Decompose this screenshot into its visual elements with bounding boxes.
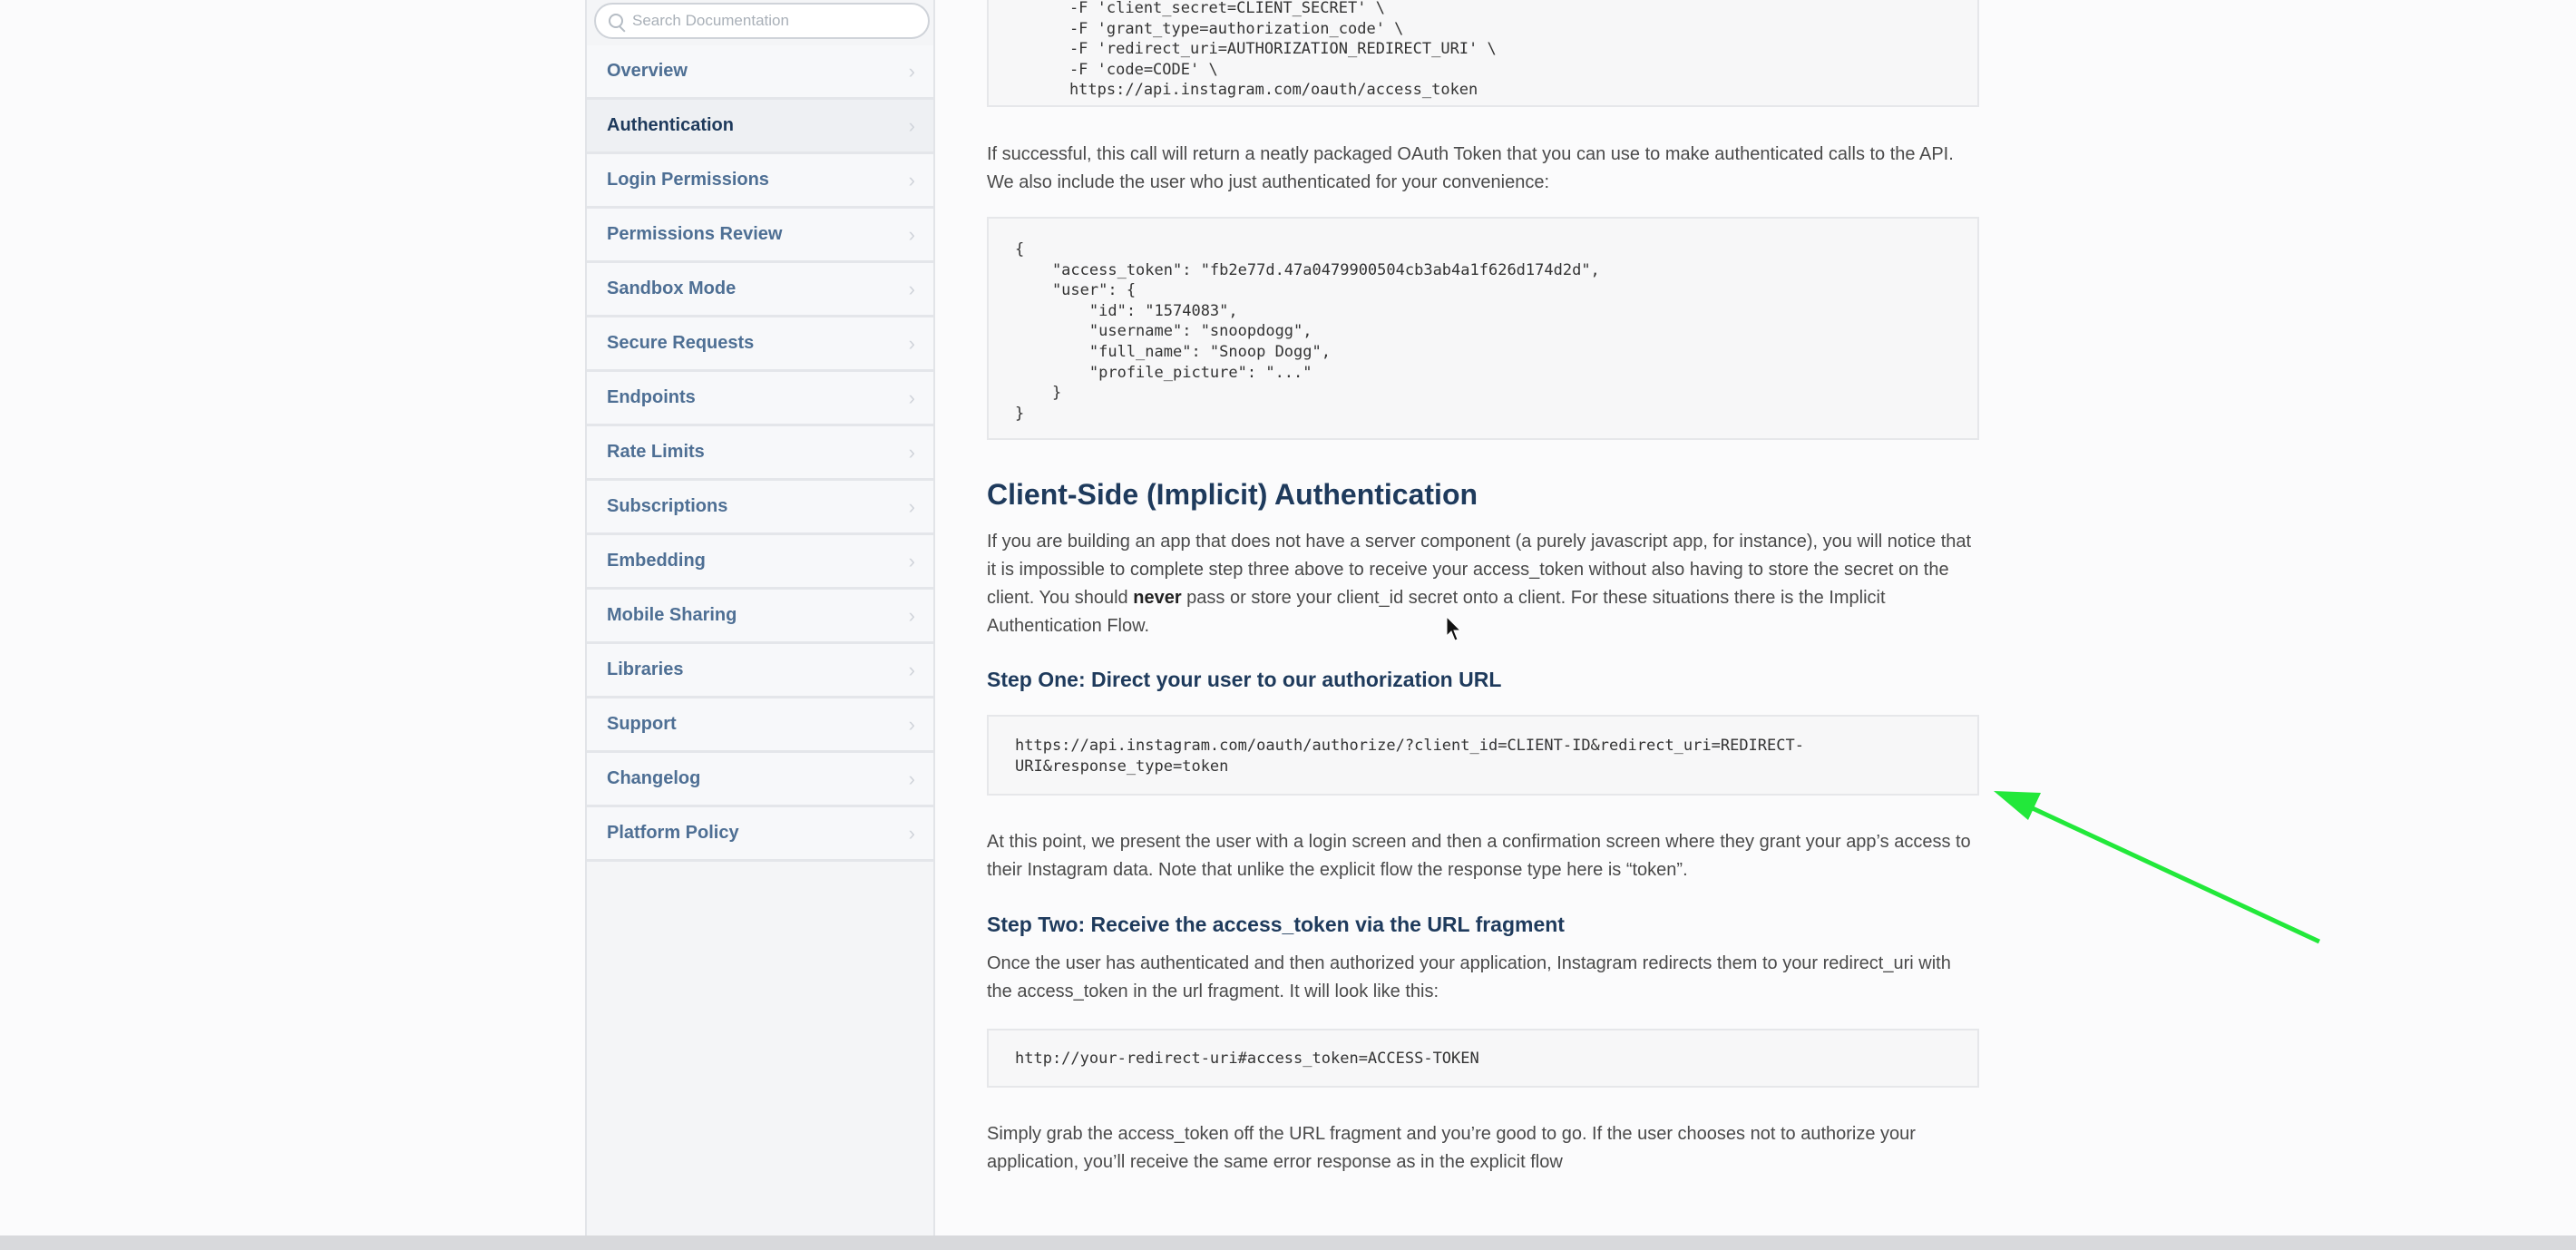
chevron-right-icon: › [908,821,915,845]
code-block-token-request: -F 'client_secret=CLIENT_SECRET' \ -F 'grant_type=authorization_code' \ -F 'redirect_uri=AUTHORIZATION_REDIRECT_URI' \ -F 'code=CODE' \ https://api.instagram.com/oauth/access_token [987,0,1979,107]
sidebar-nav [587,45,933,862]
sidebar-item-label: Changelog [607,768,701,788]
sidebar [585,0,935,1235]
sidebar-item-label: Overview [607,61,688,81]
paragraph: If successful, this call will return a neatly packaged OAuth Token that you can use to make authenticated calls to the API. We also include the user who just authenticated for your convenience: [987,144,1954,192]
sidebar-item-sandbox-mode[interactable] [587,263,933,317]
search-placeholder: Search Documentation [632,12,789,29]
mouse-cursor-icon [1446,616,1464,643]
sidebar-item-changelog[interactable] [587,753,933,807]
sidebar-item-endpoints[interactable] [587,372,933,426]
chevron-right-icon: › [908,767,915,790]
sidebar-item-secure-requests[interactable] [587,317,933,372]
chevron-right-icon: › [908,440,915,464]
section-heading: Client-Side (Implicit) Authentication [987,478,1478,511]
sidebar-item-label: Endpoints [607,387,696,407]
chevron-right-icon: › [908,168,915,191]
chevron-right-icon: › [908,331,915,355]
bottom-scrollbar[interactable] [0,1235,2576,1250]
sidebar-item-label: Secure Requests [607,333,755,353]
chevron-right-icon: › [908,386,915,409]
code-block-redirect: http://your-redirect-uri#access_token=ACCESS-TOKEN [987,1029,1979,1088]
sidebar-item-label: Subscriptions [607,496,728,516]
sidebar-item-label: Platform Policy [607,823,739,843]
chevron-right-icon: › [908,549,915,572]
step-heading: Step Two: Receive the access_token via the URL fragment [987,913,1565,936]
chevron-right-icon: › [908,277,915,300]
chevron-right-icon: › [908,113,915,137]
code-block-authorize-url: https://api.instagram.com/oauth/authorize/?client_id=CLIENT-ID&redirect_uri=REDIRECT- URI&response_type=token [987,715,1979,796]
arrow-head [1994,791,2041,820]
chevron-right-icon: › [908,494,915,518]
sidebar-item-label: Mobile Sharing [607,605,737,625]
search-input[interactable] [594,3,930,39]
sidebar-item-label: Embedding [607,551,706,571]
sidebar-item-platform-policy[interactable] [587,807,933,862]
chevron-right-icon: › [908,222,915,246]
text: pass or store your client_id secret onto a client. For these situations there is the Implicit Authentication Flow. [987,588,1886,636]
sidebar-item-login-permissions[interactable] [587,154,933,209]
chevron-right-icon: › [908,603,915,627]
code-block-token-response: { "access_token": "fb2e77d.47a0479900504cb3ab4a1f626d174d2d", "user": { "id": "1574083", "username": "snoopdogg", "full_name": "Snoop Dogg", "profile_picture": "..." } } [987,217,1979,440]
sidebar-item-label: Sandbox Mode [607,278,737,298]
sidebar-item-label: Rate Limits [607,442,705,462]
sidebar-item-overview[interactable] [587,45,933,100]
chevron-right-icon: › [908,658,915,681]
paragraph: Simply grab the access_token off the URL fragment and you’re good to go. If the user chooses not to authorize your application, you’ll receive the same error response as in the explicit flow [987,1124,1916,1172]
sidebar-item-libraries[interactable] [587,644,933,698]
sidebar-item-rate-limits[interactable] [587,426,933,481]
sidebar-item-label: Login Permissions [607,170,769,190]
sidebar-item-mobile-sharing[interactable] [587,590,933,644]
search-icon [609,14,623,28]
chevron-right-icon: › [908,712,915,736]
arrow-shaft [2009,797,2319,942]
step-heading: Step One: Direct your user to our authorization URL [987,668,1502,691]
sidebar-item-label: Libraries [607,659,684,679]
sidebar-item-label: Authentication [607,115,734,135]
sidebar-item-permissions-review[interactable] [587,209,933,263]
paragraph: Once the user has authenticated and then authorized your application, Instagram redirects them to your redirect_uri with the access_token in the url fragment. It will look like this: [987,953,1951,1001]
sidebar-item-support[interactable] [587,698,933,753]
sidebar-item-embedding[interactable] [587,535,933,590]
sidebar-item-label: Support [607,714,677,734]
paragraph: At this point, we present the user with a login screen and then a confirmation screen where they grant your app’s access to their Instagram data. Note that unlike the explicit flow the response type here is “token”. [987,832,1971,880]
sidebar-item-subscriptions[interactable] [587,481,933,535]
sidebar-item-label: Permissions Review [607,224,783,244]
sidebar-item-authentication[interactable] [587,100,933,154]
paragraph [987,528,1979,640]
chevron-right-icon: › [908,59,915,83]
text: If you are building an app that does not have a server component (a purely javascript app, for instance), you will notice that it is impossible to complete step three above to receive your access_token without also having to store the secret on the client. You should [987,532,1972,608]
bold-text: never [1133,588,1182,608]
